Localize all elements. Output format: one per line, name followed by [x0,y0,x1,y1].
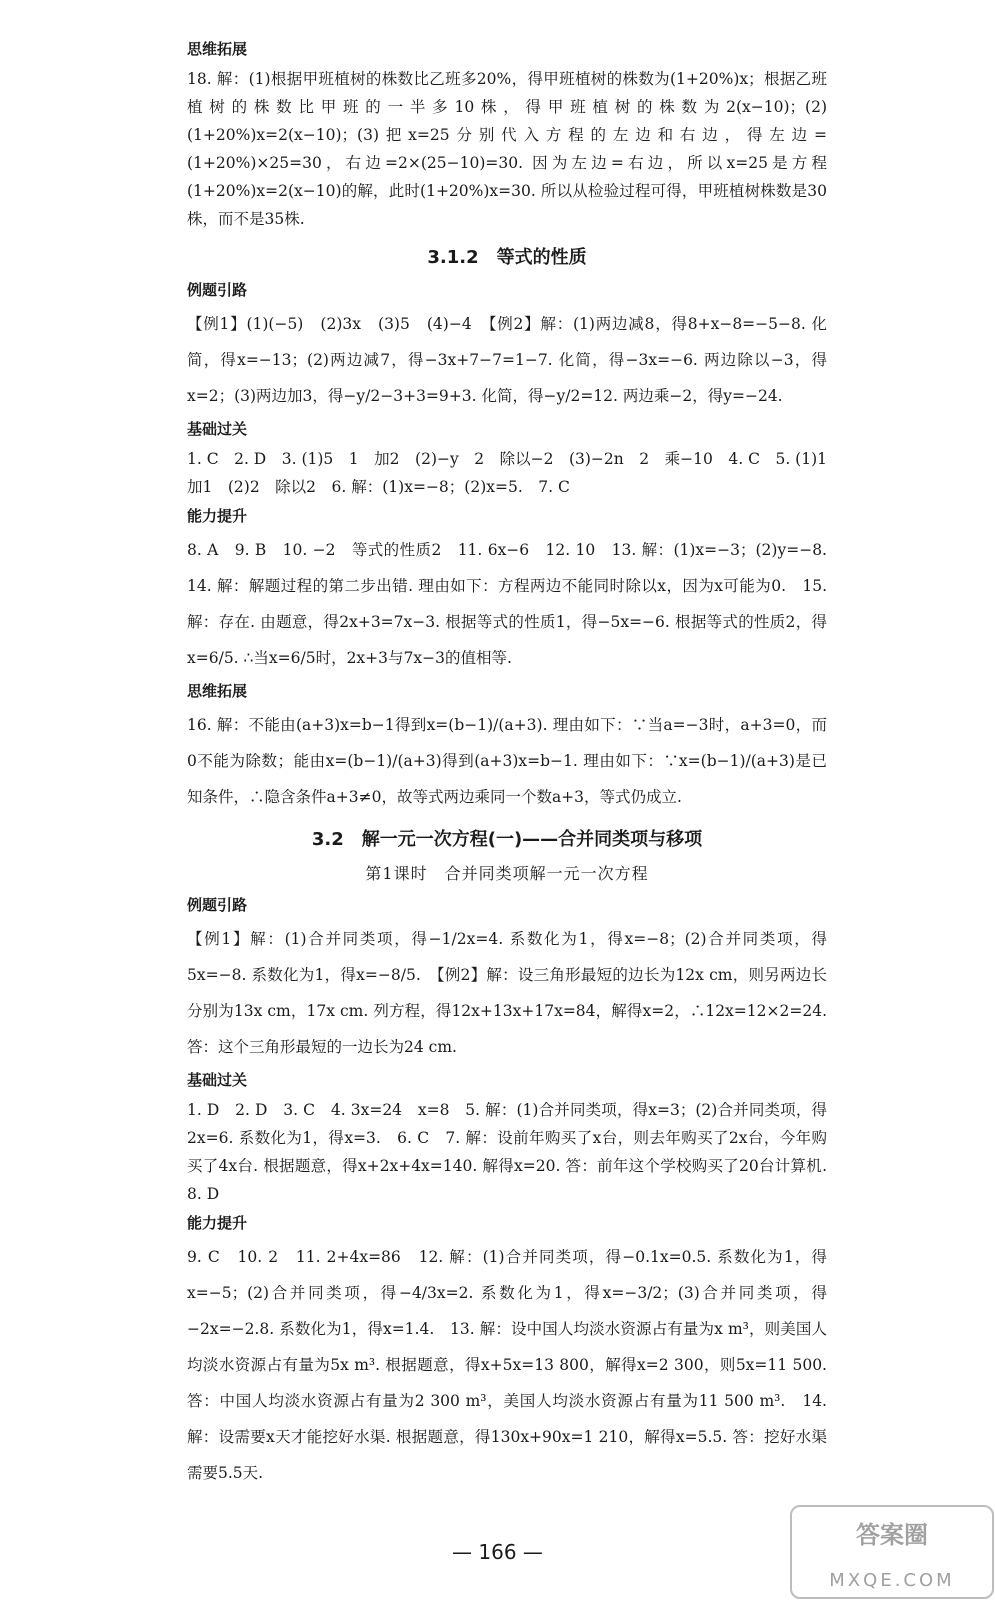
section-label: 基础过关 [187,420,248,438]
section-label: 思维拓展 [187,40,248,58]
watermark-logo [790,1505,994,1599]
section-title: 3.1.2 等式的性质 [427,247,587,268]
lesson-subtitle: 第1课时 合并同类项解一元一次方程 [365,864,649,883]
section-label: 例题引路 [187,896,248,914]
answer-paragraph: 1. D 2. D 3. C 4. 3x=24 x=8 5. 解：(1)合并同类项，得x=3；(2)合并同类项，得2x=6. 系数化为1，得x=3. 6. C 7. 解：设前年购买了x台，则去年购买了2x台，今年购买了4x台. 根据题意，得x+2x+4x=140. 解得x=20. 答：前年这个学校购买了20台计算机. 8. D [187,1101,843,1203]
watermark-url: MXQE.COM [829,1570,955,1591]
page-number: — 166 — [452,1540,543,1564]
answer-paragraph: 16. 解：不能由(a+3)x=b−1得到x=(b−1)/(a+3). 理由如下：∵当a=−3时，a+3=0，而0不能为除数；能由x=(b−1)/(a+3)得到(a+3)x=b−1. 理由如下：∵x=(b−1)/(a+3)是已知条件，∴隐含条件a+3≠0，故等式两边乘同一个数a+3，等式仍成立. [187,716,827,806]
section-label: 思维拓展 [187,682,248,700]
section-label: 例题引路 [187,281,248,299]
watermark-text: 答案圈 [856,1521,928,1549]
answer-paragraph: 9. C 10. 2 11. 2+4x=86 12. 解：(1)合并同类项，得−0.1x=0.5. 系数化为1，得x=−5；(2)合并同类项，得−4/3x=2. 系数化为1，得x=−3/2；(3)合并同类项，得−2x=−2.8. 系数化为1，得x=1.4. 13. 解：设中国人均淡水资源占有量为x m³，则美国人均淡水资源占有量为5x m³. 根据题意，得x+5x=13 800，解得x=2 300，则5x=11 500. 答：中国人均淡水资源占有量为2 300 m³，美国人均淡水资源占有量为11 500 m³. 14. 解：设需要x天才能挖好水渠. 根据题意，得130x+90x=1 210，解得x=5.5. 答：挖好水渠需要5.5天. [187,1248,827,1482]
answer-page [187,34,843,1495]
section-title: 3.2 解一元一次方程(一)——合并同类项与移项 [311,829,703,850]
section-label: 能力提升 [187,507,248,525]
answer-paragraph: 【例1】解：(1)合并同类项，得−1/2x=4. 系数化为1，得x=−8；(2)合并同类项，得5x=−8. 系数化为1，得x=−8/5. 【例2】解：设三角形最短的边长为12x cm，则另两边长分别为13x cm，17x cm. 列方程，得12x+13x+17x=84，解得x=2，∴12x=12×2=24. 答：这个三角形最短的一边长为24 cm. [187,930,827,1056]
section-label: 能力提升 [187,1214,248,1232]
answer-paragraph: 8. A 9. B 10. −2 等式的性质2 11. 6x−6 12. 10 13. 解：(1)x=−3；(2)y=−8. 14. 解：解题过程的第二步出错. 理由如下：方程两边不能同时除以x，因为x可能为0. 15. 解：存在. 由题意，得2x+3=7x−3. 根据等式的性质1，得−5x=−6. 根据等式的性质2，得x=6/5. ∴当x=6/5时，2x+3与7x−3的值相等. [187,541,843,667]
answer-paragraph: 【例1】(1)(−5) (2)3x (3)5 (4)−4 【例2】解：(1)两边减8，得8+x−8=−5−8. 化简，得x=−13；(2)两边减7，得−3x+7−7=1−7. 化简，得−3x=−6. 两边除以−3，得x=2；(3)两边加3，得−y/2−3+3=9+3. 化简，得−y/2=12. 两边乘−2，得y=−24. [187,315,827,405]
section-label: 基础过关 [187,1071,248,1089]
answer-paragraph: 18. 解：(1)根据甲班植树的株数比乙班多20%，得甲班植树的株数为(1+20%)x；根据乙班植树的株数比甲班的一半多10株，得甲班植树的株数为2(x−10)；(2)(1+20%)x=2(x−10)；(3)把x=25分别代入方程的左边和右边，得左边=(1+20%)×25=30，右边=2×(25−10)=30. 因为左边=右边，所以x=25是方程(1+20%)x=2(x−10)的解，此时(1+20%)x=30. 所以从检验过程可得，甲班植树株数是30株，而不是35株. [187,70,827,228]
answer-paragraph: 1. C 2. D 3. (1)5 1 加2 (2)−y 2 除以−2 (3)−2n 2 乘−10 4. C 5. (1)1 加1 (2)2 除以2 6. 解：(1)x=−8；(2)x=5. 7. C [187,450,843,496]
